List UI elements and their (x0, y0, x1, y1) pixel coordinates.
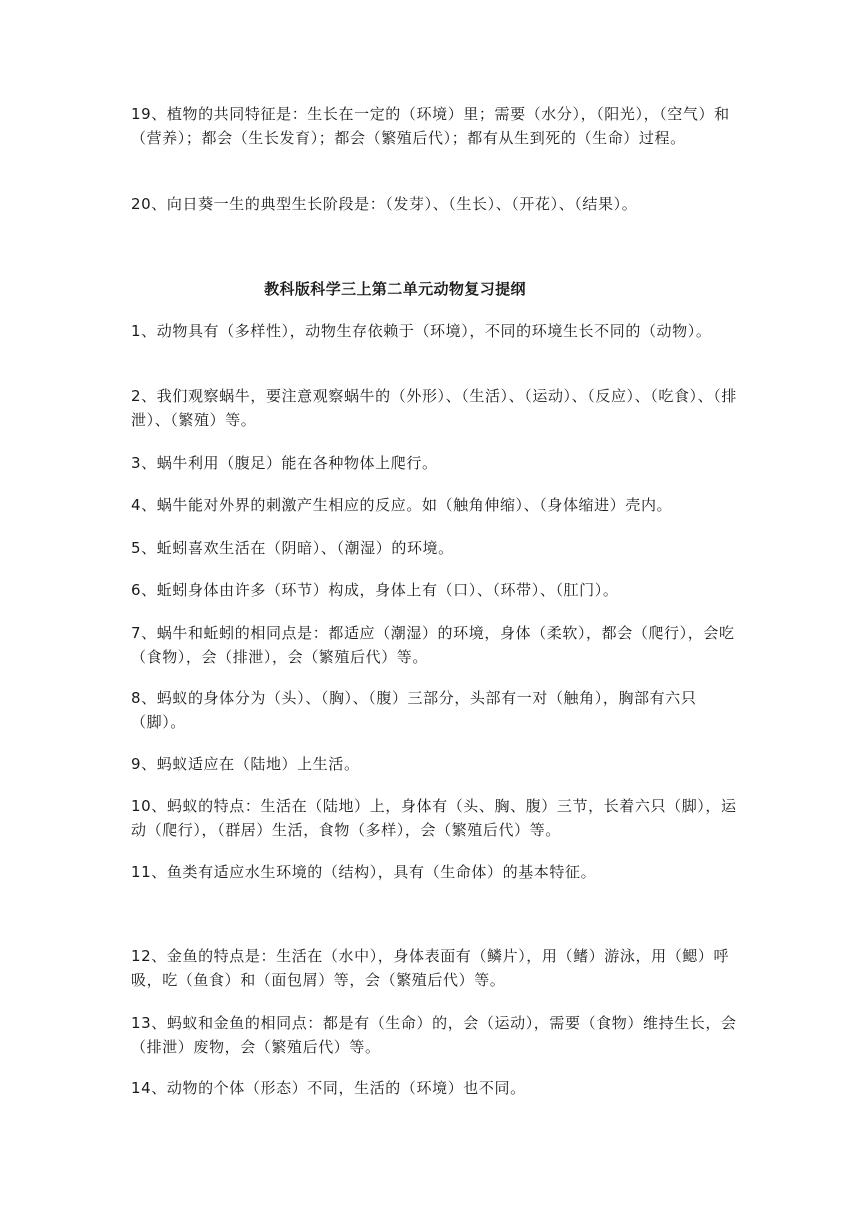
outline-item-20: 20、向日葵一生的典型生长阶段是：（发芽）、（生长）、（开花）、（结果）。 (131, 195, 638, 213)
outline-item-7: 7、蜗牛和蚯蚓的相同点是：都适应（潮湿）的环境，身体（柔软），都会（爬行），会吃（食物），会（排泄），会（繁殖后代）等。 (131, 624, 735, 666)
section-title: 教科版科学三上第二单元动物复习提纲 (264, 280, 526, 298)
outline-item-10: 10、蚂蚁的特点：生活在（陆地）上，身体有（头、胸、腹）三节，长着六只（脚），运动（爬行），（群居）生活，食物（多样），会（繁殖后代）等。 (131, 797, 737, 839)
outline-item-1: 1、动物具有（多样性），动物生存依赖于（环境），不同的环境生长不同的（动物）。 (131, 322, 712, 340)
outline-item-4: 4、蜗牛能对外界的刺激产生相应的反应。如（触角伸缩）、（身体缩进）壳内。 (131, 496, 673, 514)
outline-item-6: 6、蚯蚓身体由许多（环节）构成，身体上有（口）、（环带）、（肛门）。 (131, 581, 619, 599)
outline-item-19: 19、植物的共同特征是：生长在一定的（环境）里；需要（水分），（阳光），（空气）和（营养）；都会（生长发育）；都会（繁殖后代）；都有从生到死的（生命）过程。 (131, 105, 730, 147)
outline-item-12: 12、金鱼的特点是：生活在（水中），身体表面有（鳞片），用（鳍）游泳，用（鳃）呼吸，吃（鱼食）和（面包屑）等，会（繁殖后代）等。 (131, 947, 730, 989)
outline-item-13: 13、蚂蚁和金鱼的相同点：都是有（生命）的，会（运动），需要（食物）维持生长，会（排泄）废物，会（繁殖后代）等。 (131, 1014, 737, 1056)
outline-item-11: 11、鱼类有适应水生环境的（结构），具有（生命体）的基本特征。 (131, 863, 597, 881)
outline-item-3: 3、蜗牛利用（腹足）能在各种物体上爬行。 (131, 454, 438, 472)
outline-item-5: 5、蚯蚓喜欢生活在（阴暗）、（潮湿）的环境。 (131, 539, 454, 557)
outline-item-2: 2、我们观察蜗牛，要注意观察蜗牛的（外形）、（生活）、（运动）、（反应）、（吃食）、（排泄）、（繁殖）等。 (131, 387, 737, 429)
outline-item-8: 8、蚂蚁的身体分为（头）、（胸）、（腹）三部分，头部有一对（触角），胸部有六只（脚）。 (131, 689, 697, 731)
outline-item-9: 9、蚂蚁适应在（陆地）上生活。 (131, 755, 360, 773)
outline-item-14: 14、动物的个体（形态）不同，生活的（环境）也不同。 (131, 1079, 526, 1097)
